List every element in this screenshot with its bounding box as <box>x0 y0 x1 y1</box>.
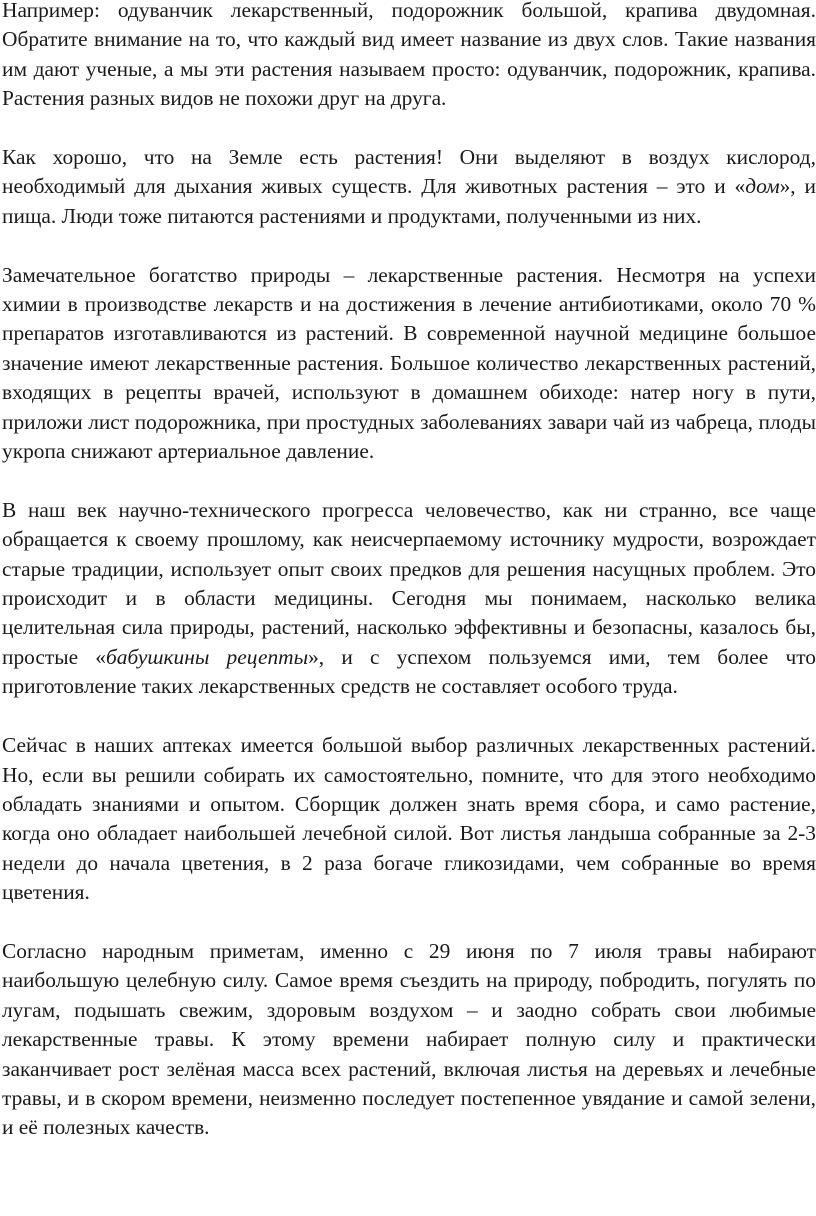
paragraph-medicinal-plants <box>2 261 816 467</box>
paragraph-text: », и с успехом пользуемся ими, тем более что приготовление таких лекарственных средств не составляет особого труда. <box>2 644 816 699</box>
paragraph-plants-oxygen <box>2 143 816 231</box>
paragraph-text: Как хорошо, что на Земле есть растения! Они выделяют в воздух кислород, необходимый для дыхания живых существ. Для животных растения – это и « <box>2 145 816 199</box>
italic-word-home: дом <box>745 174 780 199</box>
italic-grandma-recipes: бабушкины рецепты <box>105 644 309 669</box>
paragraph-text: Согласно народным приметам, именно с 29 июня по 7 июля травы набирают наибольшую целебную силу. Самое время съездить на природу, побродить, погулять по лугам, подышать свежим, здоровым воздухом – и заодно собрать свои любимые лекарственные травы. К этому времени набирает полную силу и практически заканчивает рост зелёная масса всех растений, включая листья на деревьях и лечебные травы, и в скором времени, неизменно последует постепенное увядание и самой зелени, и её полезных качеств. <box>2 938 816 1140</box>
paragraph-species-names <box>2 0 816 114</box>
paragraph-text: », и пища. Люди тоже питаются растениями и продуктами, полученными из них. <box>2 174 816 228</box>
paragraph-text: Например: одуванчик лекарственный, подорожник большой, крапива двудомная. Обратите внимание на то, что каждый вид имеет название из двух слов. Такие названия им дают ученые, а мы эти растения называем просто: одуванчик, подорожник, крапива. Растения разных видов не похожи друг на друга. <box>2 0 816 111</box>
paragraph-pharmacies <box>2 731 816 907</box>
paragraph-folk-signs <box>2 937 816 1143</box>
paragraph-tradition <box>2 496 816 702</box>
paragraph-text: Сейчас в наших аптеках имеется большой выбор различных лекарственных растений. Но, если вы решили собирать их самостоятельно, помните, что для этого необходимо обладать знаниями и опытом. Сборщик должен знать время сбора, и само растение, когда оно обладает наибольшей лечебной силой. Вот листья ландыша собранные за 2-3 недели до начала цветения, в 2 раза богаче гликозидами, чем собранные во время цветения. <box>2 733 816 905</box>
paragraph-text: Замечательное богатство природы – лекарственные растения. Несмотря на успехи химии в производстве лекарств и на достижения в лечение антибиотиками, около 70 % препаратов изготавливаются из растений. В современной научной медицине большое значение имеют лекарственные растения. Большое количество лекарственных растений, входящих в рецепты врачей, используют в домашнем обиходе: натер ногу в пути, приложи лист подорожника, при простудных заболеваниях завари чай из чабреца, плоды укропа снижают артериальное давление. <box>2 262 816 464</box>
paragraph-text: В наш век научно-технического прогресса человечество, как ни странно, все чаще обращается к своему прошлому, как неисчерпаемому источнику мудрости, возрождает старые традиции, использует опыт своих предков для решения насущных проблем. Это происходит и в области медицины. Сегодня мы понимаем, насколько велика целительная сила природы, растений, насколько эффективны и безопасны, казалось бы, простые « <box>2 497 816 669</box>
